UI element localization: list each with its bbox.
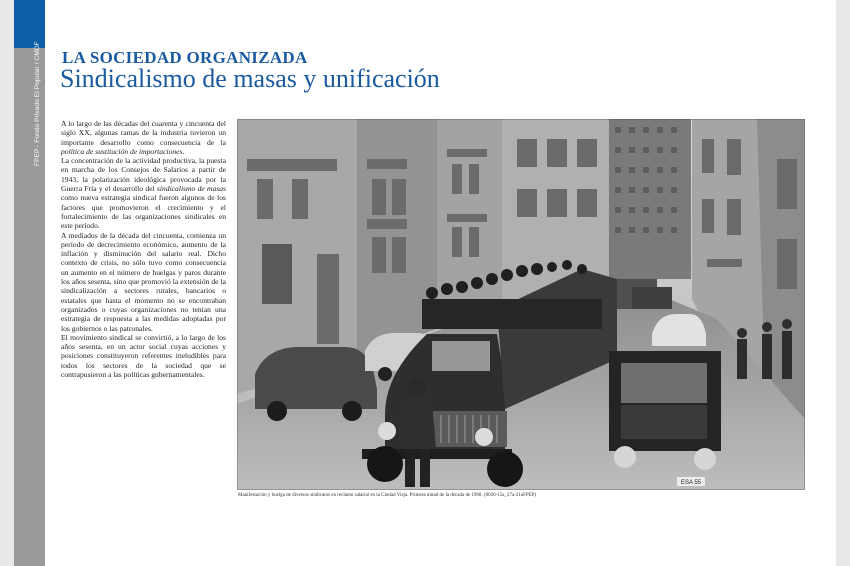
paragraph-1: [61, 119, 226, 156]
photo-credit: FPEP - Fondo Privado El Popular / CMDF: [34, 41, 41, 166]
license-plate: ESA 55: [680, 480, 702, 486]
article-body: [61, 119, 226, 379]
paragraph-4: El movimiento sindical se convirtió, a lo largo de los años sesenta, en un actor social cuyas acciones y posiciones constituyeron referentes ineludibles para todos los sectores de la sociedad que se contrapusieron a las políticas gubernamentales.: [61, 332, 226, 380]
historical-photo: [237, 119, 805, 490]
paragraph-1-end: .: [182, 146, 185, 156]
section-kicker: LA SOCIEDAD ORGANIZADA: [62, 48, 308, 67]
paragraph-2-text: La concentración de la actividad productiva, la puesta en marcha de los Consejos de Salarios a partir de 1943, la polarización ideológica provocada por la Guerra Fría y el desarrollo del: [61, 156, 226, 194]
side-strip: [14, 0, 45, 566]
paragraph-2: [61, 156, 226, 230]
paragraph-1-emphasis: política de sustitución de importaciones: [61, 146, 183, 156]
paragraph-3: A mediados de la década del cincuenta, comienza un período de decrecimiento económico, aumento de la inflación y disminución del salario real. Dicho contexto de crisis, no sólo tuvo como consecuencia un aumento en el número de huelgas y paros durante los años sesenta, sino que promovió la extensión de la sindicalización a sectores rurales, bancarios o estatales que hasta el momento no se encontraban organizados o cuyas organizaciones no tenían una estrategia de respuesta a las medidas adoptadas por los gobiernos o las patronales.: [61, 230, 226, 333]
photo-caption: Manifestación y huelga de diversos sindicatos en reclamo salarial en la Ciudad Vieja. Primera mitad de la década de 1960. (0036-15a_27a-21aFPEP): [238, 493, 537, 498]
street-scene-illustration: [237, 119, 805, 490]
paragraph-2-emphasis: sindicalismo de masas: [156, 184, 227, 194]
page-title: Sindicalismo de masas y unificación: [60, 64, 440, 93]
paragraph-1-text: A lo largo de las décadas del cuarenta y cincuenta del siglo XX, algunas ramas de la industria tuvieron un importante desarrollo como consecuencia de la: [61, 119, 226, 147]
paragraph-2-end: como nueva estrategia sindical fueron algunos de los factores que promovieron el crecimiento y el fortalecimiento de las organizaciones sindicales en este período.: [61, 193, 226, 231]
